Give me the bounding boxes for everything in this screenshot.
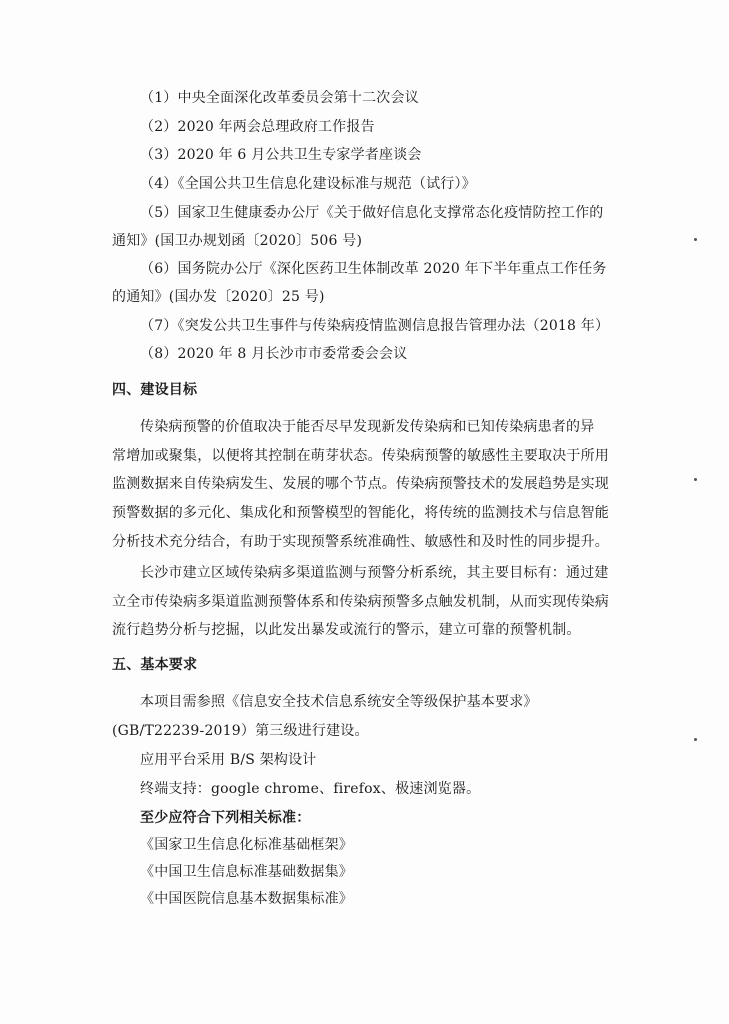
reference-item-2: （2）2020 年两会总理政府工作报告 bbox=[140, 119, 375, 135]
goals-paragraph-1-line-3: 监测数据来自传染病发生、发展的哪个节点。传染病预警技术的发展趋势是实现 bbox=[112, 476, 609, 492]
reference-item-8: （8）2020 年 8 月长沙市市委常委会会议 bbox=[140, 346, 408, 362]
reference-item-7: （7）《突发公共卫生事件与传染病疫情监测信息报告管理办法（2018 年） bbox=[140, 318, 610, 334]
terminal-support-text: 终端支持：google chrome、firefox、极速浏览器。 bbox=[140, 781, 481, 797]
reference-item-5: （5）国家卫生健康委办公厅《关于做好信息化支撑常态化疫情防控工作的 bbox=[140, 205, 604, 221]
reference-item-6-cont: 的通知》(国办发〔2020〕25 号) bbox=[112, 289, 325, 305]
goals-paragraph-2-line-2: 立全市传染病多渠道监测预警体系和传染病预警多点触发机制，从而实现传染病 bbox=[112, 594, 609, 610]
reference-item-5-cont: 通知》(国卫办规划函〔2020〕506 号) bbox=[112, 233, 363, 249]
standards-heading: 至少应符合下列相关标准： bbox=[140, 810, 311, 826]
goals-paragraph-1-line-2: 常增加或聚集，以便将其控制在萌芽状态。传染病预警的敏感性主要取决于所用 bbox=[112, 448, 609, 464]
standard-item-3: 《中国医院信息基本数据集标准》 bbox=[140, 891, 353, 907]
reference-item-6: （6）国务院办公厅《深化医药卫生体制改革 2020 年下半年重点工作任务 bbox=[140, 261, 607, 277]
goals-paragraph-1-line-4: 预警数据的多元化、集成化和预警模型的智能化，将传统的监测技术与信息智能 bbox=[112, 505, 609, 521]
standard-item-1: 《国家卫生信息化标准基础框架》 bbox=[140, 837, 353, 853]
section-heading-goals: 四、建设目标 bbox=[112, 382, 198, 398]
reference-item-4: （4）《全国公共卫生信息化建设标准与规范（试行）》 bbox=[140, 176, 476, 192]
platform-text: 应用平台采用 B/S 架构设计 bbox=[140, 752, 317, 768]
requirements-paragraph-line-1: 本项目需参照《信息安全技术信息系统安全等级保护基本要求》 bbox=[140, 694, 538, 710]
goals-paragraph-1-line-1: 传染病预警的价值取决于能否尽早发现新发传染病和已知传染病患者的异 bbox=[140, 419, 595, 435]
goals-paragraph-1-line-5: 分析技术充分结合，有助于实现预警系统准确性、敏感性和及时性的同步提升。 bbox=[112, 534, 609, 550]
scan-mark bbox=[694, 238, 697, 241]
scan-mark bbox=[694, 738, 697, 741]
standard-item-2: 《中国卫生信息标准基础数据集》 bbox=[140, 864, 353, 880]
reference-item-3: （3）2020 年 6 月公共卫生专家学者座谈会 bbox=[140, 147, 422, 163]
section-heading-requirements: 五、基本要求 bbox=[112, 657, 198, 673]
requirements-paragraph-line-2: (GB/T22239-2019）第三级进行建设。 bbox=[112, 723, 369, 739]
reference-item-1: （1）中央全面深化改革委员会第十二次会议 bbox=[140, 90, 419, 106]
goals-paragraph-2-line-3: 流行趋势分析与挖掘，以此发出暴发或流行的警示，建立可靠的预警机制。 bbox=[112, 622, 581, 638]
goals-paragraph-2-line-1: 长沙市建立区域传染病多渠道监测与预警分析系统，其主要目标有：通过建 bbox=[140, 565, 609, 581]
scan-mark bbox=[694, 478, 697, 481]
